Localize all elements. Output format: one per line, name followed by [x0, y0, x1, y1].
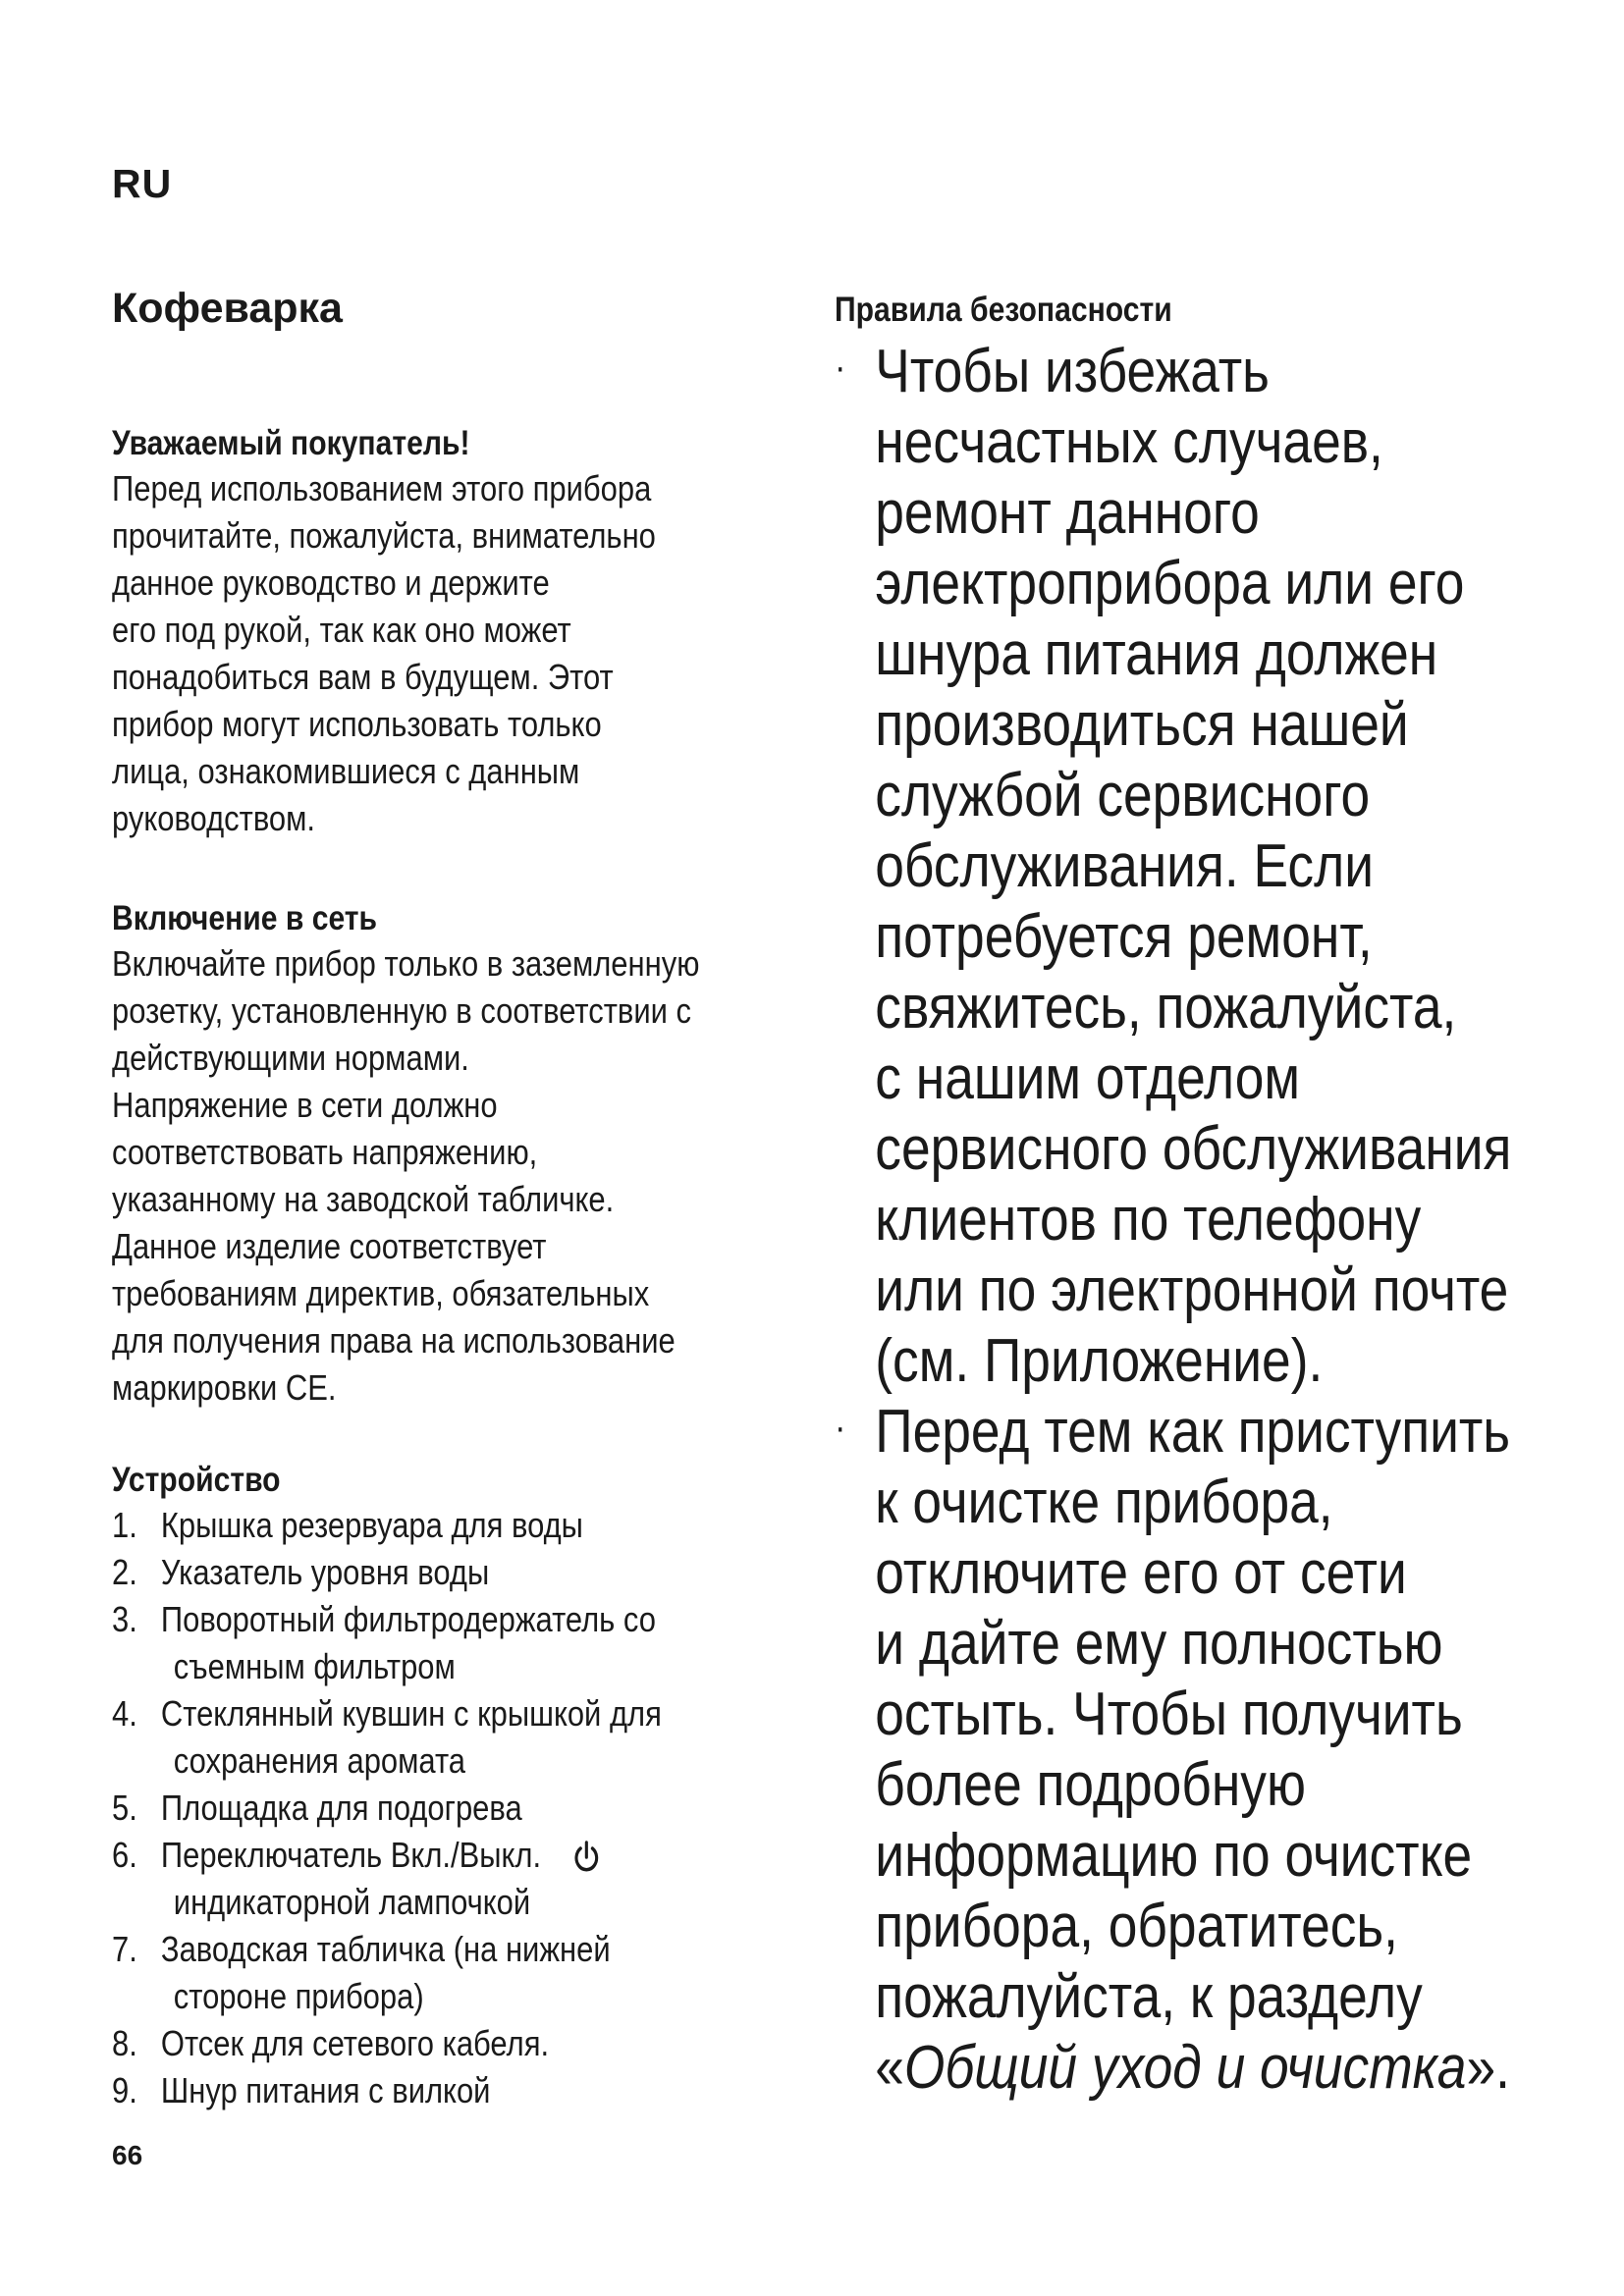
- text-line: Данное изделие соответствует: [112, 1226, 547, 1266]
- text-line: действующими нормами.: [112, 1038, 469, 1078]
- text-line: соответствовать напряжению,: [112, 1132, 538, 1172]
- item-number: 5.: [112, 1788, 137, 1828]
- safety-bullet-2: [835, 1392, 1620, 2104]
- text-line: более подробную: [875, 1751, 1306, 1819]
- document-title: Кофеварка: [112, 285, 343, 332]
- text-line: прибор могут использовать только: [112, 704, 602, 744]
- list-item: [112, 1596, 662, 1690]
- list-item: [112, 2067, 662, 2114]
- text-line: Напряжение в сети должно: [112, 1085, 498, 1125]
- text-line: требованиям директив, обязательных: [112, 1273, 650, 1313]
- item-text: Крышка резервуара для воды: [160, 1505, 583, 1545]
- power-heading: Включение в сеть: [112, 899, 378, 937]
- customer-section: [112, 422, 744, 842]
- item-text-continued: сохранения аромата: [173, 1740, 466, 1781]
- text-line: или по электронной почте: [875, 1256, 1509, 1324]
- item-text-continued: стороне прибора): [173, 1976, 424, 2016]
- text-line: лица, ознакомившиеся с данным: [112, 751, 580, 791]
- text-line: прибора, обратитесь,: [875, 1893, 1398, 1960]
- item-number: 3.: [112, 1599, 137, 1639]
- safety-bullet-1: [835, 332, 1622, 1397]
- item-text: Поворотный фильтродержатель со: [160, 1599, 656, 1639]
- text-line: информацию по очистке: [875, 1822, 1473, 1890]
- customer-text: [112, 465, 656, 842]
- text-line: Перед использованием этого прибора: [112, 468, 652, 508]
- item-number: 9.: [112, 2070, 137, 2110]
- item-number: 2.: [112, 1552, 137, 1592]
- text-line: (см. Приложение).: [875, 1327, 1324, 1395]
- text-line: к очистке прибора,: [875, 1468, 1333, 1536]
- bullet-icon: ·: [835, 346, 846, 389]
- language-code: RU: [112, 161, 173, 206]
- list-item: [112, 1926, 662, 2020]
- item-text: Переключатель Вкл./Выкл.: [160, 1835, 542, 1875]
- text-line: отключите его от сети: [875, 1539, 1407, 1607]
- item-text-continued: съемным фильтром: [173, 1646, 456, 1686]
- text-line: указанному на заводской табличке.: [112, 1179, 615, 1219]
- item-number: 4.: [112, 1693, 137, 1734]
- text-line: для получения права на использование: [112, 1320, 676, 1361]
- text-line: электроприбора или его: [875, 550, 1465, 617]
- item-number: 1.: [112, 1505, 137, 1545]
- text-line: обслуживания. Если: [875, 832, 1375, 900]
- power-section: [112, 897, 795, 1412]
- text-line: его под рукой, так как оно может: [112, 610, 571, 650]
- device-heading: Устройство: [112, 1461, 281, 1499]
- list-item: [112, 1785, 662, 1832]
- text-line: пожалуйста, к разделу: [875, 1963, 1423, 2031]
- item-text: Стеклянный кувшин с крышкой для: [160, 1693, 662, 1734]
- text-line: свяжитесь, пожалуйста,: [875, 974, 1457, 1041]
- text-line: и дайте ему полностью: [875, 1610, 1443, 1678]
- item-text: Заводская табличка (на нижней: [160, 1929, 611, 1969]
- text-line: · Перед тем как приступить: [835, 1392, 1510, 1468]
- device-section: [112, 1459, 751, 2114]
- text-line: остыть. Чтобы получить: [875, 1681, 1463, 1748]
- list-item: [112, 1690, 662, 1785]
- text-line: ремонт данного: [875, 479, 1260, 547]
- text-line: данное руководство и держите: [112, 562, 550, 603]
- power-icon: [571, 1840, 602, 1875]
- text-line: службой сервисного: [875, 762, 1371, 829]
- item-text-continued: индикаторной лампочкой: [173, 1882, 531, 1922]
- text-line: прочитайте, пожалуйста, внимательно: [112, 515, 656, 556]
- item-text: Отсек для сетевого кабеля.: [160, 2023, 550, 2063]
- text-line: Включайте прибор только в заземленную: [112, 943, 700, 984]
- text-line: · Чтобы избежать: [835, 332, 1511, 407]
- text-line: «Общий уход и очистка».: [875, 2034, 1510, 2102]
- page-number: 66: [112, 2140, 143, 2170]
- text-line: производиться нашей: [875, 691, 1409, 759]
- text-line: с нашим отделом: [875, 1044, 1301, 1112]
- text-line: сервисного обслуживания: [875, 1115, 1512, 1183]
- item-text: Шнур питания с вилкой: [160, 2070, 491, 2110]
- text-line: понадобиться вам в будущем. Этот: [112, 657, 614, 697]
- customer-heading: Уважаемый покупатель!: [112, 424, 470, 462]
- list-item: [112, 1502, 662, 1549]
- item-text: Площадка для подогрева: [160, 1788, 522, 1828]
- item-number: 6.: [112, 1835, 137, 1875]
- section-reference: Общий уход и очистка: [903, 2034, 1467, 2102]
- list-item: [112, 2020, 662, 2067]
- text-line: потребуется ремонт,: [875, 903, 1373, 971]
- item-number: 7.: [112, 1929, 137, 1969]
- item-number: 8.: [112, 2023, 137, 2063]
- list-item: [112, 1549, 662, 1596]
- text-line: маркировки CE.: [112, 1367, 337, 1408]
- text-line: несчастных случаев,: [875, 408, 1383, 476]
- power-text: [112, 940, 699, 1412]
- list-item: [112, 1832, 662, 1926]
- text-line: руководством.: [112, 798, 316, 838]
- device-parts-list: [112, 1502, 662, 2114]
- text-line: розетку, установленную в соответствии с: [112, 990, 692, 1031]
- text-line: клиентов по телефону: [875, 1186, 1422, 1254]
- item-text: Указатель уровня воды: [160, 1552, 490, 1592]
- bullet-icon: ·: [835, 1406, 846, 1449]
- safety-heading: Правила безопасности: [835, 291, 1172, 329]
- text-line: шнура питания должен: [875, 620, 1438, 688]
